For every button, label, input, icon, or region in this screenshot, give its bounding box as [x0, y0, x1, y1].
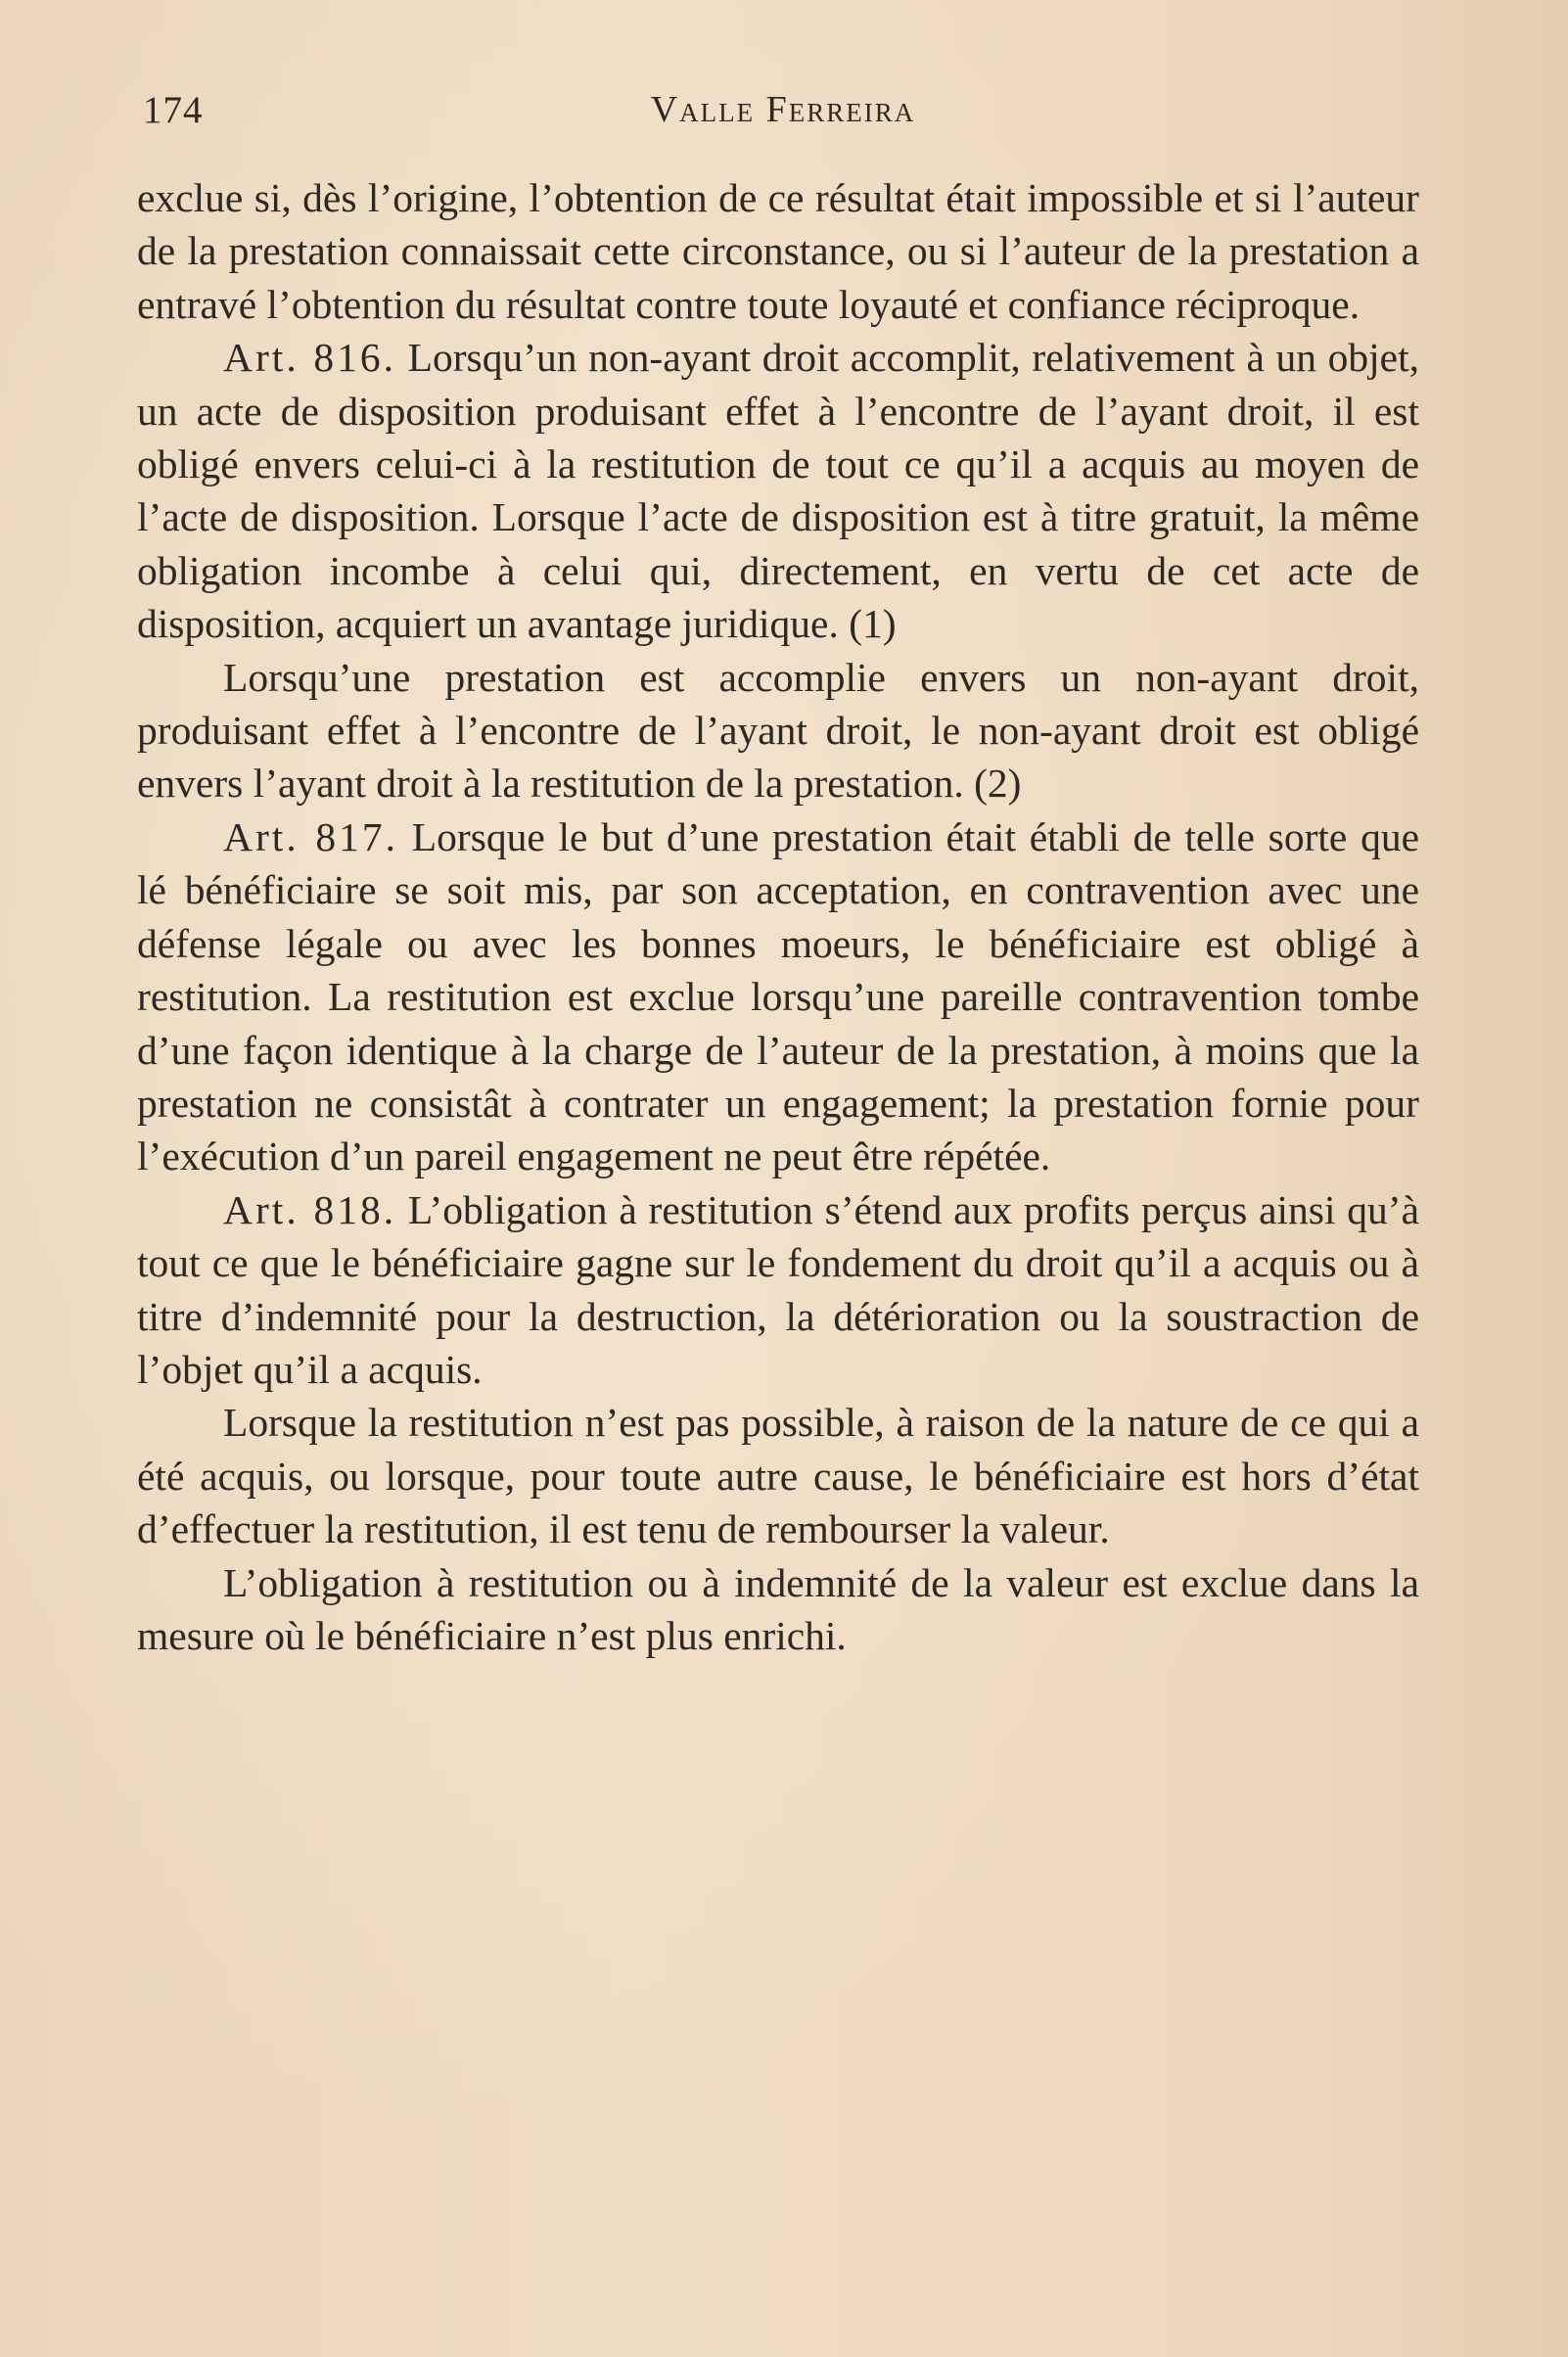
running-head: [137, 88, 1429, 147]
article-number: Art. 818.: [223, 1186, 397, 1232]
paragraph-text: L’obligation à restitution s’étend aux profits perçus ainsi qu’à tout ce que le bénéficiaire gagne sur le fondement du droit qu’il a acquis ou à titre d’indemnité pour la destruction, la détérioration ou la soustraction de l’objet qu’il a acquis.: [137, 1186, 1420, 1392]
article-number: Art. 817.: [223, 813, 399, 859]
paragraph-text: Lorsqu’une prestation est accomplie envers un non-ayant droit, produisant effet à l’encontre de l’ayant droit, le non-ayant droit est obligé envers l’ayant droit à la restitution de la prestation. (2): [137, 654, 1419, 807]
paragraph: [137, 1183, 1419, 1397]
paragraph-text: exclue si, dès l’origine, l’obtention de ce résultat était impossible et si l’auteur de la prestation connaissait cette circonstance, ou si l’auteur de la prestation a entravé l’obtention du résultat contre toute loyauté et confiance réciproque.: [137, 175, 1419, 327]
paragraph: [137, 1556, 1419, 1663]
paragraph: [137, 331, 1419, 650]
paragraph-text: Lorsque la restitution n’est pas possible, à raison de la nature de ce qui a été acquis, ou lorsque, pour toute autre cause, le bénéficiaire est hors d’état d’effectuer la restitution, il est tenu de rembourser la valeur.: [137, 1400, 1419, 1552]
paragraph: [137, 810, 1419, 1183]
body-text: [137, 171, 1419, 1662]
paragraph: [137, 171, 1419, 331]
running-title: Valle Ferreira: [650, 89, 916, 130]
paragraph-text: Lorsque le but d’une prestation était établi de telle sorte que lé bénéficiaire se soit mis, par son acceptation, en contravention avec une défense légale ou avec les bonnes moeurs, le bénéficiaire est obligé à restitution. La restitution est exclue lorsqu’une pareille contravention tombe d’une façon identique à la charge de l’auteur de la prestation, à moins que la prestation ne consistât à contrater un engagement; la prestation fornie pour l’exécution d’un pareil engagement ne peut être répétée.: [137, 813, 1420, 1179]
paragraph: [137, 651, 1419, 810]
page-number: 174: [143, 89, 204, 131]
article-number: Art. 816.: [223, 335, 396, 381]
paragraph-text: Lorsqu’un non-ayant droit accomplit, relativement à un objet, un acte de disposition produisant effet à l’encontre de l’ayant droit, il est obligé envers celui-ci à la restitution de tout ce qu’il a acquis au moyen de l’acte de disposition. Lorsque l’acte de disposition est à titre gratuit, la même obligation incombe à celui qui, directement, en vertu de cet acte de disposition, acquiert un avantage juridique. (1): [137, 335, 1420, 647]
paragraph-text: L’obligation à restitution ou à indemnité de la valeur est exclue dans la mesure où le bénéficiaire n’est plus enrichi.: [137, 1559, 1419, 1658]
paragraph: [137, 1396, 1419, 1555]
